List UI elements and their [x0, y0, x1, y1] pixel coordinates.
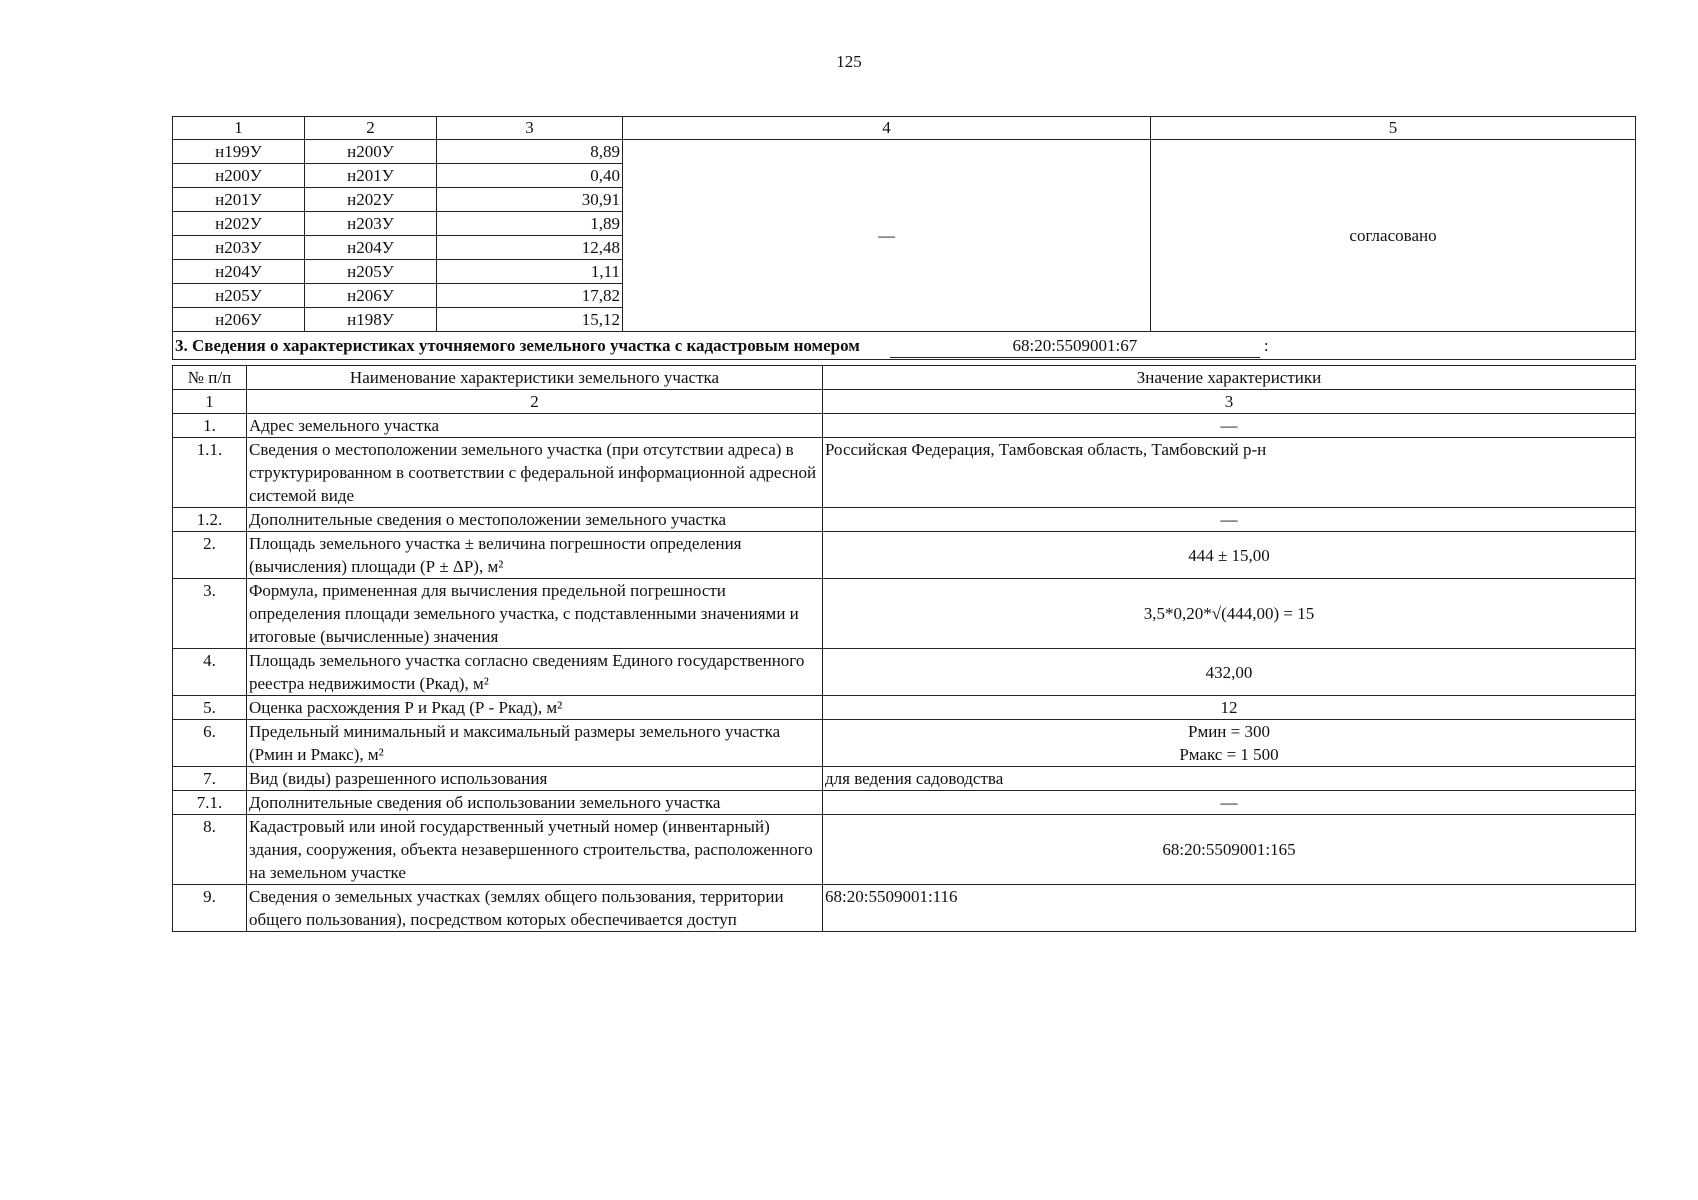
point-from: н203У — [173, 236, 305, 260]
point-from: н202У — [173, 212, 305, 236]
row-value: — — [823, 414, 1636, 438]
row-name: Сведения о местоположении земельного участка (при отсутствии адреса) в структурированном в соответствии с федеральной информационной адресной системой виде — [247, 438, 823, 508]
segment-length: 1,89 — [437, 212, 623, 236]
row-value: для ведения садоводства — [823, 767, 1636, 791]
row-number: 8. — [173, 815, 247, 885]
boundary-segments-table — [172, 116, 1636, 360]
row-name: Формула, примененная для вычисления предельной погрешности определения площади земельного участка, с подставленными значениями и итоговые (вычисленные) значения — [247, 579, 823, 649]
segment-length: 17,82 — [437, 284, 623, 308]
row-value: — — [823, 791, 1636, 815]
row-value: 3,5*0,20*√(444,00) = 15 — [823, 579, 1636, 649]
table-row — [173, 532, 1636, 579]
col4-value: — — [623, 140, 1151, 332]
col5-value: согласовано — [1151, 140, 1636, 332]
row-name: Вид (виды) разрешенного использования — [247, 767, 823, 791]
page-number: 125 — [836, 52, 862, 71]
table-row — [173, 767, 1636, 791]
point-from: н205У — [173, 284, 305, 308]
table-row — [173, 438, 1636, 508]
row-name: Адрес земельного участка — [247, 414, 823, 438]
point-to: н203У — [305, 212, 437, 236]
header-num: № п/п — [173, 366, 247, 390]
section-title: 3. Сведения о характеристиках уточняемого земельного участка с кадастровым номером — [175, 336, 860, 355]
table-row — [173, 649, 1636, 696]
table-row — [173, 508, 1636, 532]
row-number: 1.1. — [173, 438, 247, 508]
row-name: Площадь земельного участка ± величина погрешности определения (вычисления) площади (Р ± ΔР), м² — [247, 532, 823, 579]
row-number: 6. — [173, 720, 247, 767]
row-number: 3. — [173, 579, 247, 649]
segment-length: 12,48 — [437, 236, 623, 260]
segment-length: 1,11 — [437, 260, 623, 284]
table-row — [173, 885, 1636, 932]
row-value: 68:20:5509001:165 — [823, 815, 1636, 885]
col-number: 2 — [247, 390, 823, 414]
max-size-value: Рмакс = 1 500 — [1179, 745, 1279, 764]
row-value: Российская Федерация, Тамбовская область, Тамбовский р-н — [823, 438, 1636, 508]
row-name: Площадь земельного участка согласно сведениям Единого государственного реестра недвижимости (Ркад), м² — [247, 649, 823, 696]
row-value: 444 ± 15,00 — [823, 532, 1636, 579]
point-from: н206У — [173, 308, 305, 332]
header-cell: 2 — [305, 117, 437, 140]
characteristics-table — [172, 365, 1636, 932]
row-name: Кадастровый или иной государственный учетный номер (инвентарный) здания, сооружения, объекта незавершенного строительства, расположенного на земельном участке — [247, 815, 823, 885]
row-number: 9. — [173, 885, 247, 932]
row-value: 68:20:5509001:116 — [823, 885, 1636, 932]
col-number: 1 — [173, 390, 247, 414]
table-row — [173, 414, 1636, 438]
col-number: 3 — [823, 390, 1636, 414]
header-cell: 4 — [623, 117, 1151, 140]
header-name: Наименование характеристики земельного участка — [247, 366, 823, 390]
row-name: Дополнительные сведения о местоположении земельного участка — [247, 508, 823, 532]
section-title-cell — [173, 332, 1636, 360]
cadastral-number: 68:20:5509001:67 — [890, 335, 1260, 358]
table-row — [173, 696, 1636, 720]
row-number: 1. — [173, 414, 247, 438]
point-to: н201У — [305, 164, 437, 188]
segment-length: 30,91 — [437, 188, 623, 212]
header-value: Значение характеристики — [823, 366, 1636, 390]
point-to: н204У — [305, 236, 437, 260]
table-row — [173, 815, 1636, 885]
point-to: н200У — [305, 140, 437, 164]
segment-length: 8,89 — [437, 140, 623, 164]
column-numbers-row — [173, 390, 1636, 414]
point-to: н202У — [305, 188, 437, 212]
point-to: н206У — [305, 284, 437, 308]
row-value-cell — [823, 720, 1636, 767]
section-title-row — [173, 332, 1636, 360]
table-row — [173, 791, 1636, 815]
colon: : — [1263, 336, 1269, 355]
row-number: 2. — [173, 532, 247, 579]
point-from: н201У — [173, 188, 305, 212]
header-cell: 5 — [1151, 117, 1636, 140]
point-from: н199У — [173, 140, 305, 164]
row-number: 5. — [173, 696, 247, 720]
header-cell: 1 — [173, 117, 305, 140]
point-from: н200У — [173, 164, 305, 188]
row-number: 7.1. — [173, 791, 247, 815]
point-from: н204У — [173, 260, 305, 284]
header-cell: 3 — [437, 117, 623, 140]
row-name: Сведения о земельных участках (землях общего пользования, территории общего пользования), посредством которых обеспечивается доступ — [247, 885, 823, 932]
row-value: 432,00 — [823, 649, 1636, 696]
table-header-row — [173, 366, 1636, 390]
table-header-row — [173, 117, 1636, 140]
row-value: 12 — [823, 696, 1636, 720]
segment-length: 15,12 — [437, 308, 623, 332]
row-value: — — [823, 508, 1636, 532]
row-name: Дополнительные сведения об использовании земельного участка — [247, 791, 823, 815]
min-size-value: Рмин = 300 — [1188, 722, 1270, 741]
row-name: Оценка расхождения Р и Ркад (Р - Ркад), м² — [247, 696, 823, 720]
segment-length: 0,40 — [437, 164, 623, 188]
table-row — [173, 140, 1636, 164]
point-to: н205У — [305, 260, 437, 284]
row-number: 1.2. — [173, 508, 247, 532]
row-number: 4. — [173, 649, 247, 696]
table-row — [173, 579, 1636, 649]
point-to: н198У — [305, 308, 437, 332]
row-name: Предельный минимальный и максимальный размеры земельного участка (Рмин и Рмакс), м² — [247, 720, 823, 767]
table-row — [173, 720, 1636, 767]
row-number: 7. — [173, 767, 247, 791]
